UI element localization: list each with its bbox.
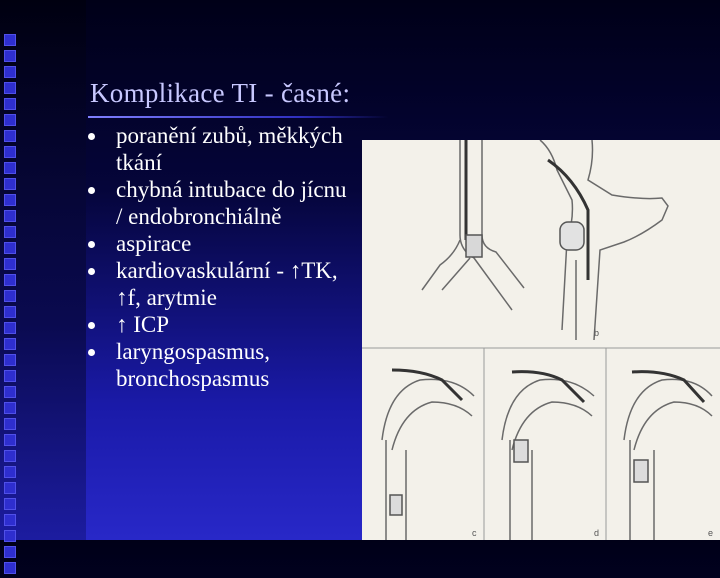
decorative-square-icon (4, 322, 16, 334)
decorative-square-icon (4, 242, 16, 254)
bullet-text: aspirace (116, 231, 192, 256)
bullet-item (86, 176, 356, 230)
decorative-square-icon (4, 162, 16, 174)
decorative-square-icon (4, 226, 16, 238)
bullet-text: laryngospasmus, bronchospasmus (116, 339, 270, 391)
decorative-square-icon (4, 82, 16, 94)
decorative-square-icon (4, 402, 16, 414)
decorative-square-icon (4, 530, 16, 542)
intubation-illustration (362, 140, 720, 540)
bullet-item (86, 230, 356, 257)
decorative-square-icon (4, 354, 16, 366)
bullet-dot-icon (88, 187, 95, 194)
intubation-drawing (362, 140, 720, 540)
decorative-square-icon (4, 146, 16, 158)
bullet-item (86, 311, 356, 338)
decorative-square-icon (4, 130, 16, 142)
decorative-square-icon (4, 546, 16, 558)
figure-label: c (472, 528, 477, 538)
figure-label: d (594, 528, 600, 538)
bullet-item (86, 257, 356, 311)
decorative-square-icon (4, 562, 16, 574)
decorative-square-icon (4, 258, 16, 270)
decorative-square-icon (4, 386, 16, 398)
decorative-square-icon (4, 274, 16, 286)
decorative-square-icon (4, 306, 16, 318)
title-underline (88, 116, 388, 118)
decorative-square-icon (4, 114, 16, 126)
bullet-list (86, 122, 356, 392)
decorative-square-icon (4, 66, 16, 78)
bullet-text: chybná intubace do jícnu / endobronchiálně (116, 177, 347, 229)
bullet-item (86, 338, 356, 392)
bullet-dot-icon (88, 322, 95, 329)
decorative-square-icon (4, 194, 16, 206)
decorative-square-icon (4, 450, 16, 462)
decorative-square-icon (4, 178, 16, 190)
decorative-square-icon (4, 290, 16, 302)
bullet-dot-icon (88, 133, 95, 140)
decorative-square-icon (4, 98, 16, 110)
figure-label: e (708, 528, 714, 538)
decorative-square-icon (4, 50, 16, 62)
decorative-square-icon (4, 370, 16, 382)
bullet-dot-icon (88, 241, 95, 248)
bullet-text: ↑ ICP (116, 312, 170, 337)
decorative-square-icon (4, 514, 16, 526)
decorative-square-icon (4, 498, 16, 510)
bullet-dot-icon (88, 349, 95, 356)
decorative-square-icon (4, 482, 16, 494)
decorative-square-icon (4, 434, 16, 446)
bullet-item (86, 122, 356, 176)
decorative-square-icon (4, 466, 16, 478)
decorative-square-icon (4, 338, 16, 350)
decorative-squares (4, 34, 18, 578)
decorative-square-icon (4, 34, 16, 46)
decorative-square-icon (4, 210, 16, 222)
bullet-dot-icon (88, 268, 95, 275)
slide-title: Komplikace TI - časné: (90, 78, 351, 108)
bullet-text: kardiovaskulární - ↑TK, ↑f, arytmie (116, 258, 338, 310)
bullet-text: poranění zubů, měkkých tkání (116, 123, 343, 175)
left-decorative-bar (0, 0, 86, 540)
figure-label: b (594, 328, 600, 338)
decorative-square-icon (4, 418, 16, 430)
